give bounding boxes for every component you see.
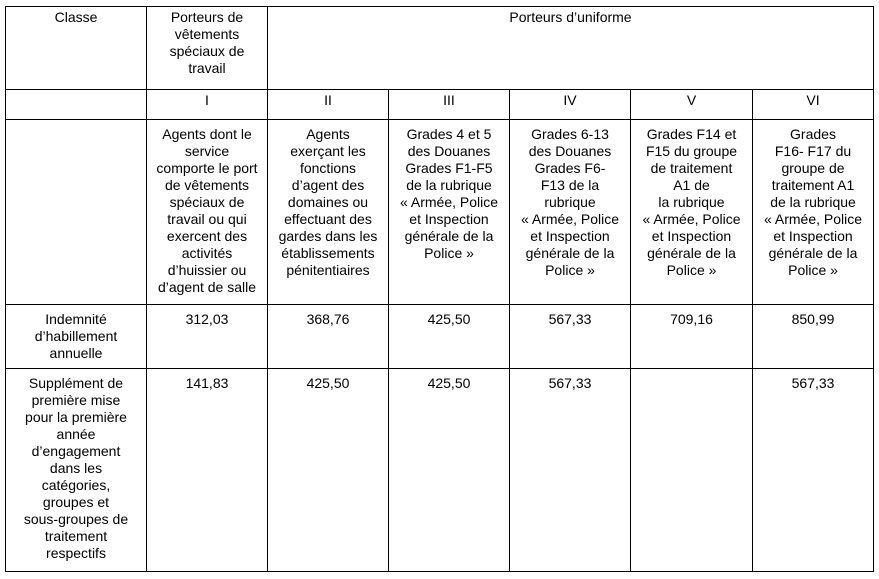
value-cell — [631, 369, 753, 572]
description-empty-cell — [6, 120, 147, 305]
header-classe: Classe — [6, 7, 147, 90]
value-cell: 425,50 — [389, 369, 510, 572]
table-row — [6, 369, 874, 572]
value-cell: 368,76 — [268, 305, 389, 369]
description-cell: Grades 4 et 5 des Douanes Grades F1-F5 de la rubrique « Armée, Police et Inspection générale de la Police » — [389, 120, 510, 305]
description-row — [6, 120, 874, 305]
value-cell: 425,50 — [389, 305, 510, 369]
roman-empty-cell — [6, 90, 147, 120]
value-cell: 709,16 — [631, 305, 753, 369]
value-cell: 141,83 — [147, 369, 268, 572]
row-label: Supplément de première mise pour la première année d’engagement dans les catégories, groupes et sous-groupes de traitement respectifs — [6, 369, 147, 572]
value-cell: 425,50 — [268, 369, 389, 572]
value-cell: 567,33 — [753, 369, 874, 572]
roman-cell: IV — [510, 90, 631, 120]
value-cell: 567,33 — [510, 305, 631, 369]
table-row — [6, 305, 874, 369]
value-cell: 567,33 — [510, 369, 631, 572]
value-cell: 312,03 — [147, 305, 268, 369]
header-uniform: Porteurs d’uniforme — [268, 7, 874, 90]
roman-cell: I — [147, 90, 268, 120]
description-cell: Grades 6-13 des Douanes Grades F6- F13 de la rubrique « Armée, Police et Inspection générale de la Police » — [510, 120, 631, 305]
header-row — [6, 7, 874, 90]
roman-cell: III — [389, 90, 510, 120]
roman-cell: II — [268, 90, 389, 120]
roman-cell: VI — [753, 90, 874, 120]
value-cell: 850,99 — [753, 305, 874, 369]
description-cell: Agents exerçant les fonctions d’agent des domaines ou effectuant des gardes dans les établissements pénitentiaires — [268, 120, 389, 305]
roman-row — [6, 90, 874, 120]
description-cell: Agents dont le service comporte le port de vêtements spéciaux de travail ou qui exercent des activités d’huissier ou d’agent de salle — [147, 120, 268, 305]
row-label: Indemnité d’habillement annuelle — [6, 305, 147, 369]
header-special-clothing: Porteurs de vêtements spéciaux de travail — [147, 7, 268, 90]
description-cell: Grades F14 et F15 du groupe de traitement A1 de la rubrique « Armée, Police et Inspection générale de la Police » — [631, 120, 753, 305]
roman-cell: V — [631, 90, 753, 120]
allowance-table — [5, 6, 874, 572]
description-cell: Grades F16- F17 du groupe de traitement A1 de la rubrique « Armée, Police et Inspection générale de la Police » — [753, 120, 874, 305]
